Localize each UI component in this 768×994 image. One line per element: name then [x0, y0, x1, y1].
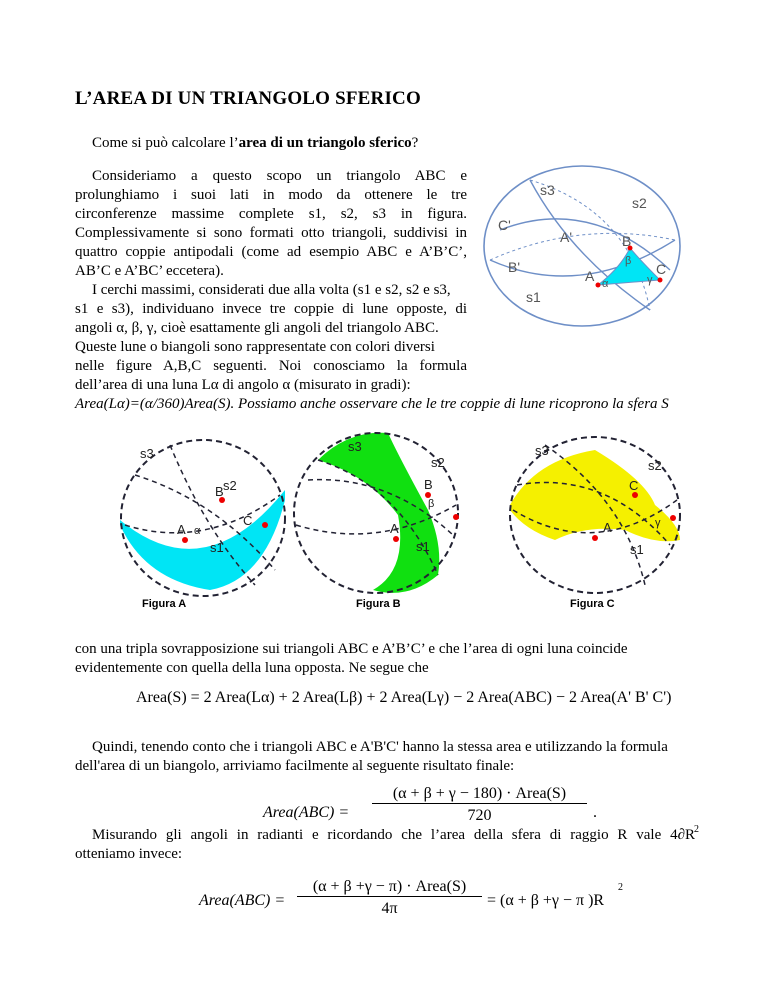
svg-text:A': A'	[560, 229, 573, 245]
svg-text:s3: s3	[140, 446, 154, 461]
svg-text:s2: s2	[632, 195, 647, 211]
svg-text:B': B'	[508, 259, 521, 275]
text-line: Queste lune o biangoli sono rappresentate con colori diversi	[75, 339, 435, 355]
figure-b-sphere	[288, 425, 468, 600]
lune-beta	[318, 433, 439, 593]
svg-text:B: B	[215, 484, 224, 499]
text-line: Consideriamo a questo scopo un triangolo ABC e	[92, 168, 467, 184]
svg-text:C': C'	[498, 217, 511, 233]
svg-text:s1: s1	[526, 289, 541, 305]
figure-a-sphere	[115, 430, 290, 605]
intro-question: Come si può calcolare l’area di un triangolo sferico?	[92, 135, 419, 151]
svg-text:C: C	[629, 478, 639, 493]
svg-text:s3: s3	[540, 182, 555, 198]
svg-text:α: α	[194, 525, 201, 537]
paragraph-overlap: con una tripla sovrapposizione sui triangoli ABC e A’B’C’ e che l’area di ogni luna coincide evidentemente con quella della luna opposta. Ne segue che	[75, 641, 628, 676]
svg-text:A: A	[390, 521, 399, 536]
formula-area-sum: Area(S) = 2 Area(Lα) + 2 Area(Lβ) + 2 Area(Lγ) − 2 Area(ABC) − 2 Area(A' B' C')	[136, 689, 672, 706]
figure-c-caption: Figura C	[570, 598, 615, 610]
great-circle-s2	[500, 219, 670, 270]
paragraph-radians: Misurando gli angoli in radianti e ricordando che l’area della sfera di raggio R vale 4∂R 2 otteniamo invece:	[75, 824, 699, 862]
page-title: L’AREA DI UN TRIANGOLO SFERICO	[75, 88, 421, 109]
text-line: nelle figure A,B,C seguenti. Noi conosciamo la formula	[75, 358, 467, 374]
text-line: prolunghiamo i suoi lati in modo da ottenere le tre	[75, 187, 467, 203]
svg-text:C: C	[656, 261, 667, 277]
svg-text:s3: s3	[348, 439, 362, 454]
svg-text:s2: s2	[648, 458, 662, 473]
svg-text:s2: s2	[223, 478, 237, 493]
text-line: angoli α, β, γ, cioè esattamente gli angoli del triangolo ABC.	[75, 320, 439, 336]
paragraph-conclusion: Quindi, tenendo conto che i triangoli ABC e A'B'C' hanno la stessa area e utilizzando la formula dell'area di un biangolo, arriviamo facilmente al seguente risultato finale:	[75, 739, 668, 774]
svg-text:s3: s3	[535, 443, 549, 458]
svg-text:γ: γ	[655, 517, 661, 529]
text-line: AB’C e A’BC’ eccetera).	[75, 263, 224, 279]
vertex-a	[596, 283, 601, 288]
svg-text:B: B	[622, 233, 632, 249]
text-line: Complessivamente si sono formati otto triangoli, suddivisi in	[75, 225, 467, 241]
figure-b-caption: Figura B	[356, 598, 401, 610]
figure-c-sphere	[505, 430, 685, 600]
text-line: dell’area di una luna Lα di angolo α (misurato in gradi):	[75, 377, 411, 393]
svg-text:s1: s1	[630, 542, 644, 557]
svg-text:C: C	[243, 513, 253, 528]
svg-text:β: β	[428, 498, 435, 510]
svg-text:α: α	[602, 278, 609, 290]
figure-a-caption: Figura A	[142, 598, 187, 610]
sphere-outline	[484, 166, 680, 326]
text-line: quattro coppie antipodali (come ad esempio ABC e A’B’C’,	[75, 244, 467, 260]
svg-text:s1: s1	[210, 540, 224, 555]
text-line: circonferenze massime complete s1, s2, s3 in figura.	[75, 206, 467, 222]
text-line: s1 e s3), individuano invece tre coppie di lune opposte, di	[75, 301, 467, 317]
question-emphasis: area di un triangolo sferico	[238, 135, 412, 151]
text-line: I cerchi massimi, considerati due alla volta (s1 e s2, s2 e s3,	[92, 282, 451, 298]
svg-text:A: A	[603, 520, 612, 535]
svg-text:γ: γ	[647, 274, 653, 286]
svg-text:s1: s1	[416, 539, 430, 554]
svg-text:A: A	[585, 268, 595, 284]
svg-text:B: B	[424, 477, 433, 492]
text-line: Area(Lα)=(α/360)Area(S). Possiamo anche osservare che le tre coppie di lune ricoprono la sfera S	[75, 396, 669, 412]
sphere-figure-main	[470, 160, 690, 335]
svg-text:β: β	[625, 255, 632, 267]
vertex-c	[658, 278, 663, 283]
svg-text:s2: s2	[431, 455, 445, 470]
svg-text:A: A	[177, 522, 186, 537]
